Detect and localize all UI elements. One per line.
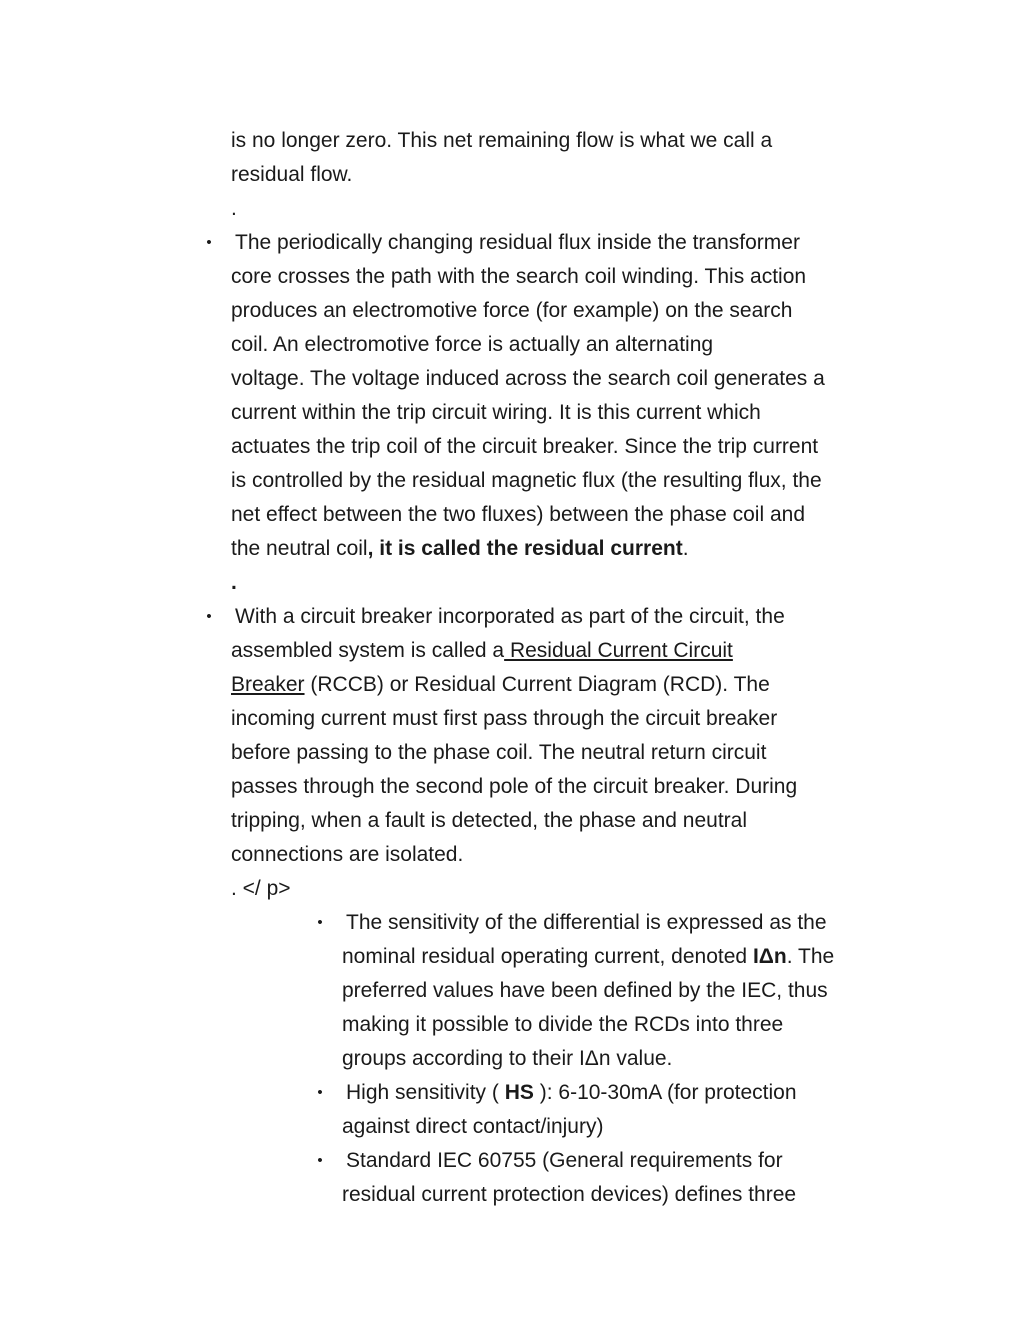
text-line: before passing to the phase coil. The neutral return circuit [231,741,767,764]
rccb-link-part2[interactable]: Breaker [231,673,305,696]
text-line [231,532,911,566]
text-line: net effect between the two fluxes) between the phase coil and [231,503,805,526]
text-run: nominal residual operating current, denoted [342,945,753,968]
text-line: actuates the trip coil of the circuit breaker. Since the trip current [231,435,819,458]
text-run: ): 6-10-30mA (for protection [533,1081,797,1104]
dot-separator: . [231,197,237,220]
text-run: . The [786,945,835,968]
text-line: connections are isolated. [231,843,464,866]
text-line: Standard IEC 60755 (General requirements for [346,1149,783,1172]
dot-separator [231,566,911,600]
text-run: (RCCB) or Residual Current Diagram (RCD). The [304,673,770,696]
text-run: assembled system is called a [231,639,505,662]
text-line: incoming current must first pass through the circuit breaker [231,707,778,730]
text-line: coil. An electromotive force is actually an alternating [231,333,714,356]
text-line: against direct contact/injury) [342,1115,604,1138]
text-line: voltage. The voltage induced across the search coil generates a [231,367,825,390]
text-run: the neutral coil [231,537,368,560]
bullet-item-residual-flux [206,226,911,600]
text-line: is controlled by the residual magnetic flux (the resulting flux, the [231,469,822,492]
text-line: passes through the second pole of the circuit breaker. During [231,775,798,798]
bold-text-hs: HS [504,1081,534,1104]
document-page [0,124,1024,1212]
sub-bullet-iec-standard [317,1144,902,1212]
bullet-icon: • [317,1084,323,1101]
bullet-icon: • [206,234,212,251]
text-line: core crosses the path with the search coil winding. This action [231,265,807,288]
text-line [342,940,902,974]
text-line: is no longer zero. This net remaining flow is what we call a [231,129,773,152]
text-line: With a circuit breaker incorporated as part of the circuit, the [235,605,785,628]
text-run: . [682,537,689,560]
rccb-link-part1[interactable]: Residual Current Circuit [504,639,733,662]
text-line: making it possible to divide the RCDs into three [342,1013,784,1036]
text-line [231,634,911,668]
text-run: High sensitivity ( [346,1081,505,1104]
bold-text-idn: IΔn [752,945,787,968]
text-line: preferred values have been defined by the IEC, thus [342,979,828,1002]
text-line: produces an electromotive force (for example) on the search [231,299,793,322]
sub-bullet-sensitivity [317,906,902,1076]
stray-tag-text: . </ p> [231,877,291,900]
bold-text-residual-current: , it is called the residual current [367,537,683,560]
text-line: The periodically changing residual flux inside the transformer [235,231,800,254]
text-line: groups according to their IΔn value. [342,1047,673,1070]
text-line [342,1076,902,1110]
intro-paragraph [231,124,911,226]
text-line: residual current protection devices) defines three [342,1183,797,1206]
bullet-icon: • [317,1152,323,1169]
text-line: The sensitivity of the differential is expressed as the [346,911,827,934]
sub-bullet-high-sensitivity [317,1076,902,1144]
text-line: tripping, when a fault is detected, the phase and neutral [231,809,748,832]
text-line: current within the trip circuit wiring. It is this current which [231,401,761,424]
text-line: residual flow. [231,163,353,186]
bullet-icon: • [206,608,212,625]
bullet-item-rccb [206,600,911,906]
text-line [231,668,911,702]
bullet-icon: • [317,914,323,931]
bold-dot: . [231,571,237,594]
